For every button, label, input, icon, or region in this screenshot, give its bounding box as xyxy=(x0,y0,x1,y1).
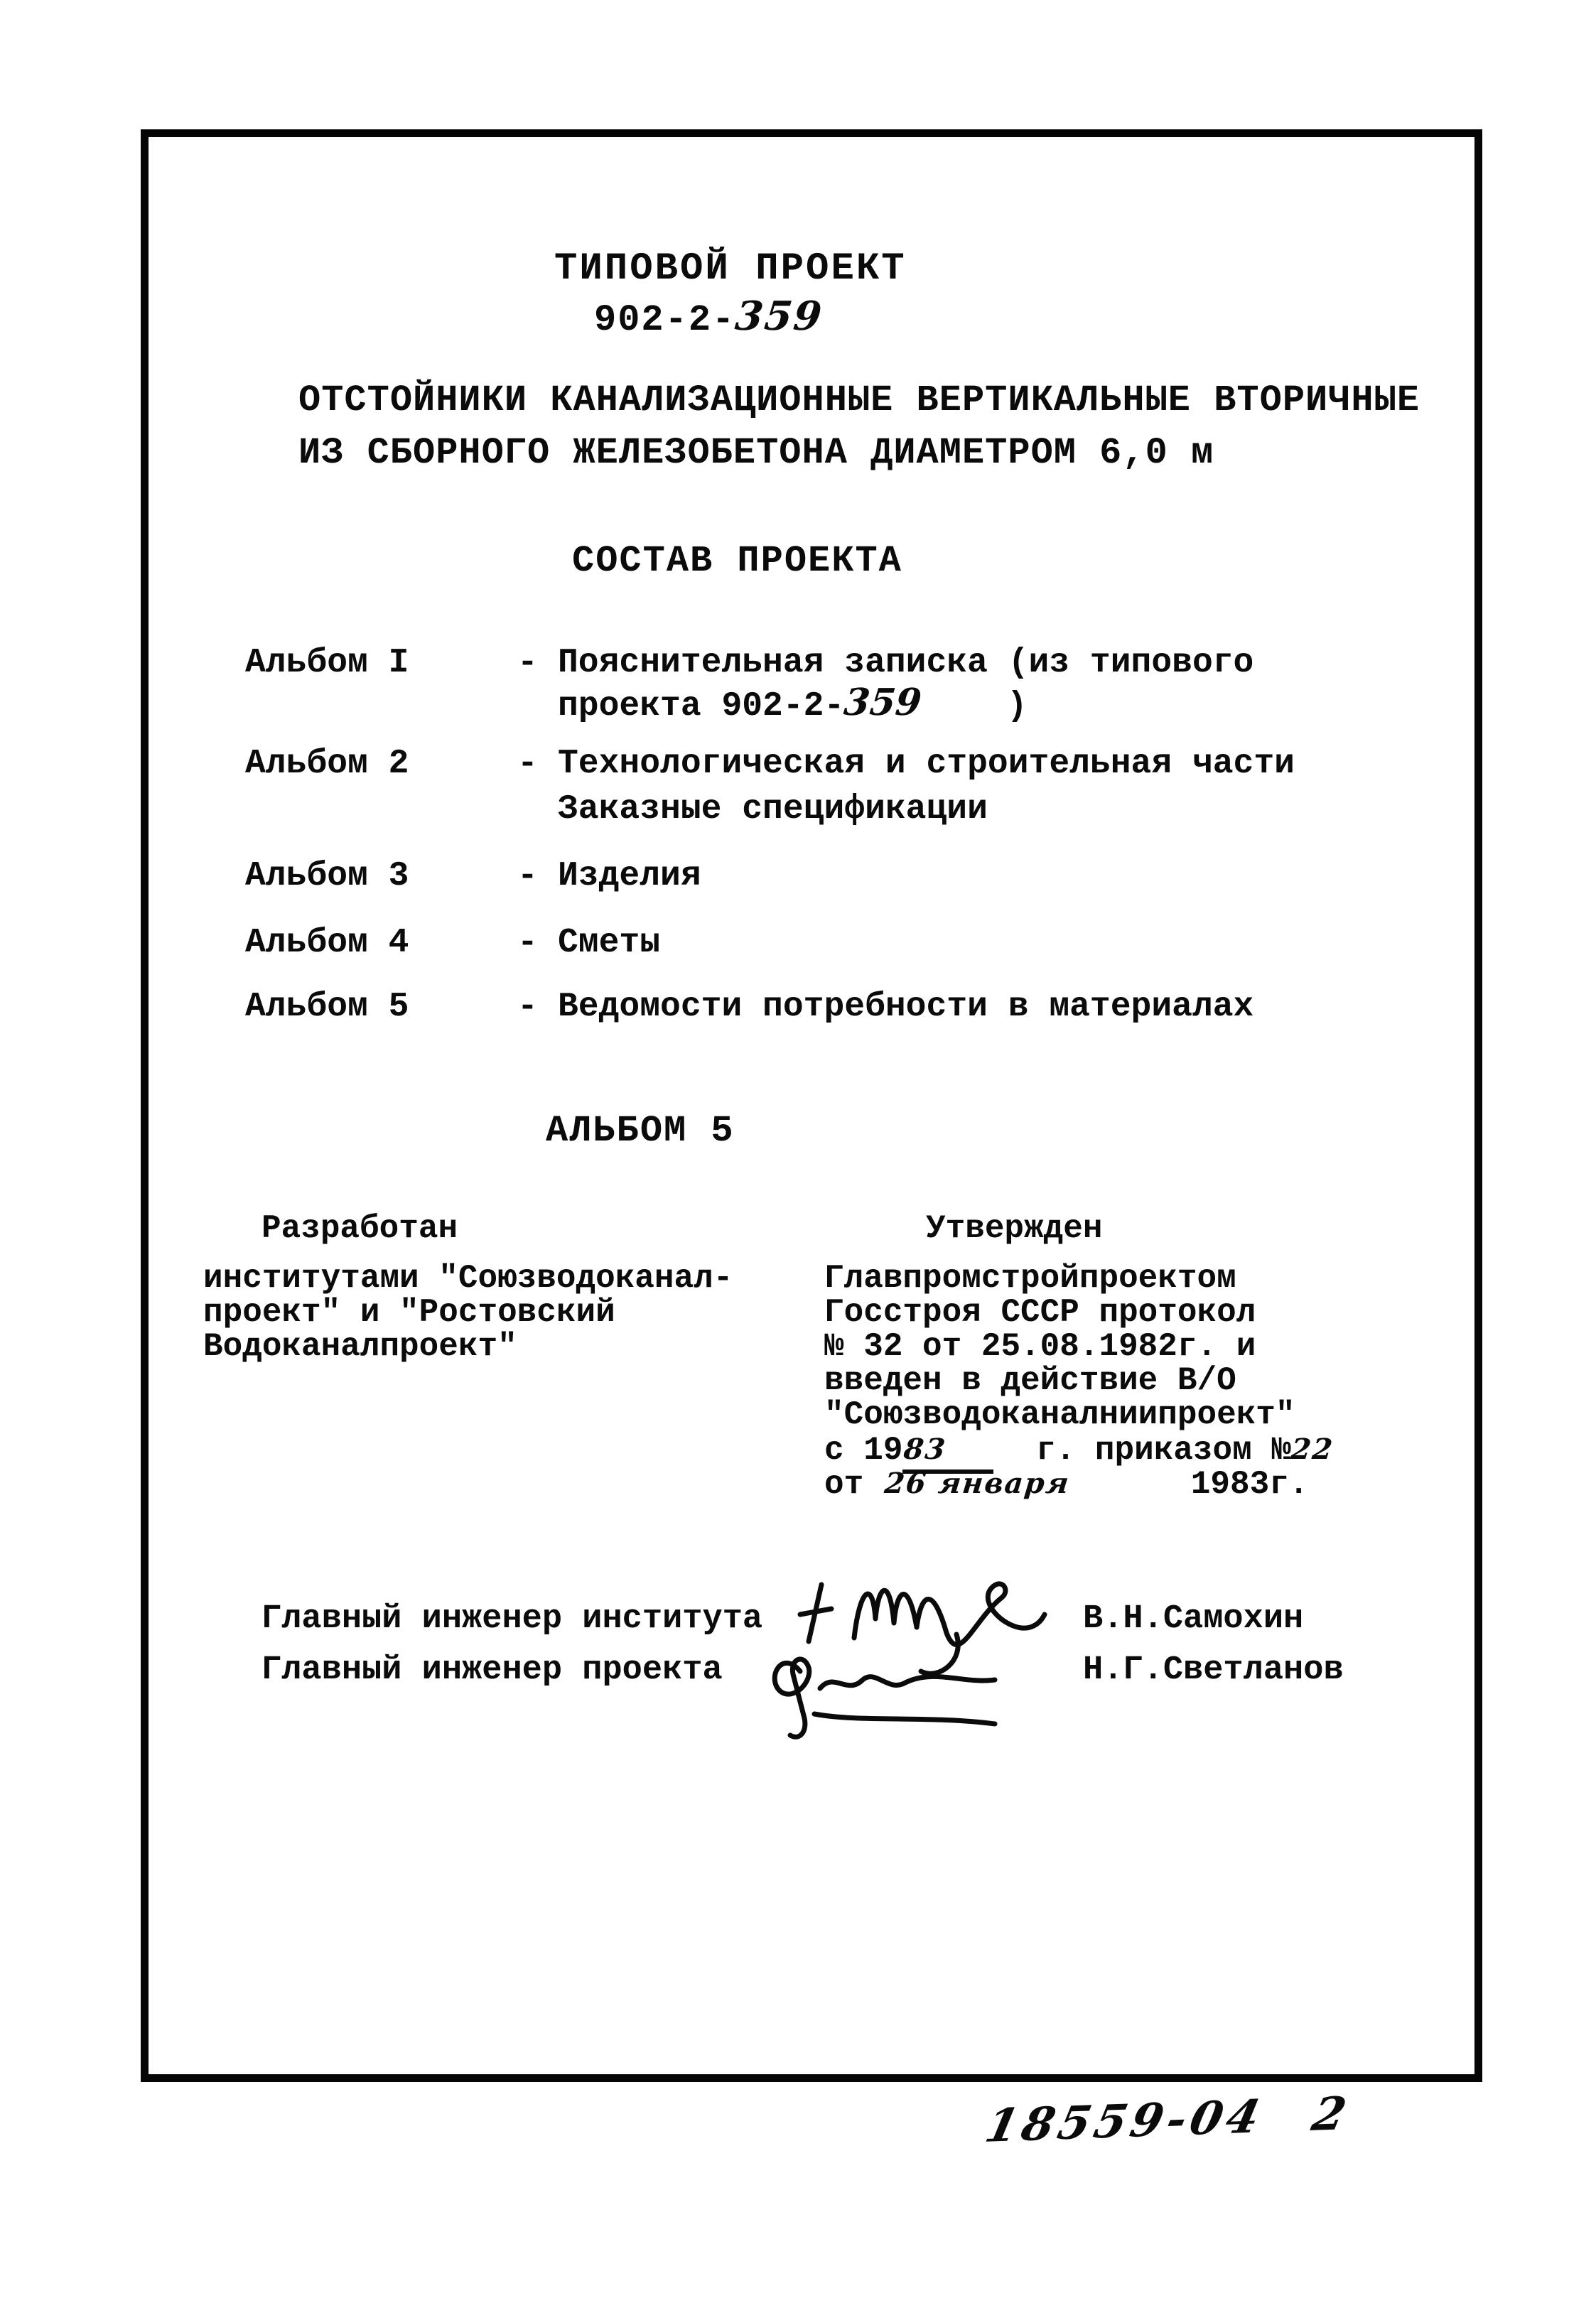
signature-scribble-icon xyxy=(760,1634,1066,1755)
album-desc: Сметы xyxy=(558,924,661,962)
developed-line: институтами "Союзводоканал- xyxy=(203,1260,733,1297)
approved-line: № 32 от 25.08.1982г. и xyxy=(824,1328,1256,1365)
page-title: ТИПОВОЙ ПРОЕКТ xyxy=(554,247,907,291)
album-5-heading: АЛЬБОМ 5 xyxy=(546,1110,735,1152)
album-desc-handwritten: 359 xyxy=(842,681,924,724)
subtitle-line-2: ИЗ СБОРНОГО ЖЕЛЕЗОБЕТОНА ДИАМЕТРОМ 6,0 м xyxy=(298,432,1214,474)
approved-typed: с 19 xyxy=(824,1432,903,1469)
developed-line: Водоканалпроект" xyxy=(203,1328,517,1365)
album-desc: Пояснительная записка (из типового xyxy=(558,644,1254,682)
archive-number-handwritten xyxy=(981,2087,1355,2153)
archive-number: 18559-04 xyxy=(980,2090,1269,2153)
order-number-handwritten: 22 xyxy=(1289,1433,1336,1466)
album-label: Альбом 3 xyxy=(245,857,409,895)
album-dash: - xyxy=(517,924,538,962)
composition-heading: СОСТАВ ПРОЕКТА xyxy=(572,540,902,582)
developed-heading: Разработан xyxy=(261,1210,458,1247)
approved-line: "Союзводоканалниипроект" xyxy=(824,1396,1295,1433)
album-desc-typed: проекта 902-2- xyxy=(558,687,845,726)
signature-role: Главный инженер института xyxy=(261,1600,763,1638)
approved-line-date xyxy=(824,1467,1308,1502)
album-dash: - xyxy=(517,644,538,682)
developed-line: проект" и "Ростовский xyxy=(203,1294,615,1331)
approved-heading: Утвержден xyxy=(926,1210,1103,1247)
subtitle-line-1: ОТСТОЙНИКИ КАНАЛИЗАЦИОННЫЕ ВЕРТИКАЛЬНЫЕ ВТОРИЧНЫЕ xyxy=(298,379,1420,421)
album-dash: - xyxy=(517,988,538,1026)
album-label: Альбом I xyxy=(245,644,409,682)
album-label: Альбом 5 xyxy=(245,988,409,1026)
approved-typed: 1983г. xyxy=(1190,1466,1309,1503)
date-handwritten: 26 января xyxy=(883,1467,1072,1500)
approved-typed: от xyxy=(824,1466,864,1503)
approved-typed: г. приказом № xyxy=(1036,1432,1291,1469)
album-dash: - xyxy=(517,745,538,783)
signature-name: Н.Г.Светланов xyxy=(1083,1651,1344,1689)
project-number xyxy=(594,293,826,341)
approved-line: введен в действие В/О xyxy=(824,1362,1236,1399)
album-desc-continued xyxy=(558,681,1028,726)
signature-role: Главный инженер проекта xyxy=(261,1651,723,1689)
year-handwritten: 83 xyxy=(902,1433,949,1466)
album-desc: Технологическая и строительная части xyxy=(558,745,1295,783)
album-dash: - xyxy=(517,857,538,895)
album-desc-continued: Заказные спецификации xyxy=(558,790,988,829)
project-number-typed: 902-2- xyxy=(594,299,736,341)
album-desc: Ведомости потребности в материалах xyxy=(558,988,1254,1026)
approved-line: Главпромстройпроектом xyxy=(824,1260,1236,1297)
project-number-handwritten: 359 xyxy=(733,293,826,340)
spacer xyxy=(1260,2130,1310,2132)
signature-name: В.Н.Самохин xyxy=(1083,1600,1304,1638)
album-desc: Изделия xyxy=(558,857,701,895)
page-number: 2 xyxy=(1307,2087,1355,2142)
album-label: Альбом 2 xyxy=(245,745,409,783)
document-border-frame xyxy=(141,129,1482,2082)
approved-line: Госстроя СССР протокол xyxy=(824,1294,1256,1331)
album-desc-paren: ) xyxy=(1006,687,1028,726)
album-label: Альбом 4 xyxy=(245,924,409,962)
